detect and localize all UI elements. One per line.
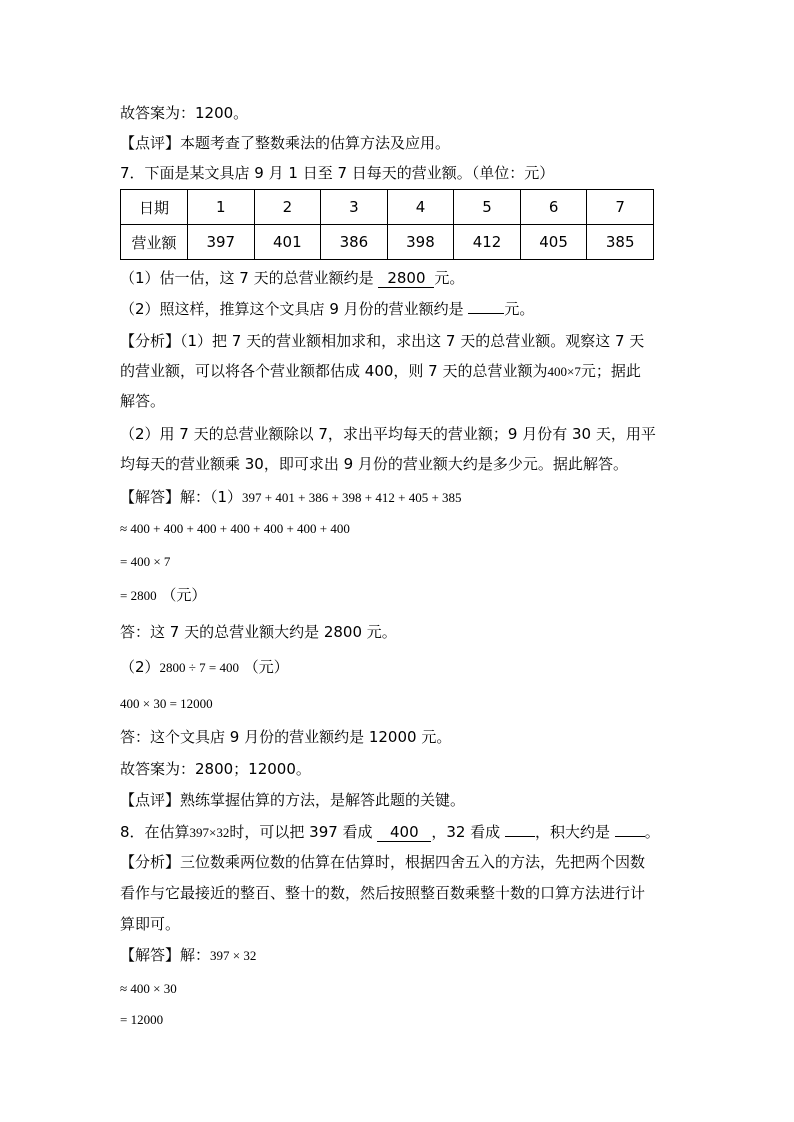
table-cell-sales: 405 — [520, 225, 587, 260]
solution-step-approx: ≈ 400 + 400 + 400 + 400 + 400 + 400 + 400 — [120, 521, 350, 536]
analysis-text-end: 元；据此 — [580, 362, 641, 380]
part-2-text: （2）照这样，推算这个文具店 9 月份的营业额约是 — [120, 300, 469, 318]
q8-text-mid2: ，32 看成 — [431, 823, 505, 841]
q8-step-result: = 12000 — [120, 1012, 164, 1027]
previous-comment: 【点评】本题考查了整数乘法的估算方法及应用。 — [120, 134, 451, 152]
q8-answer-blank-2 — [505, 821, 535, 837]
previous-answer: 故答案为：1200。 — [120, 104, 249, 122]
question-7-title: 7．下面是某文具店 9 月 1 日至 7 日每天的营业额。（单位：元） — [120, 164, 555, 182]
solution-line — [120, 487, 462, 508]
q8-solution-formula: 397 × 32 — [210, 948, 257, 963]
part-1-answer-blank: 2800 — [378, 270, 434, 288]
question-7-part-2 — [120, 298, 534, 319]
part-2-formula: 2800 ÷ 7 = 400 — [159, 660, 240, 675]
question-7-part-1 — [120, 268, 464, 288]
table-row-sales — [121, 225, 654, 260]
analysis-line-4: （2）用 7 天的总营业额除以 7，求出平均每天的营业额；9 月份有 30 天，用平 — [120, 425, 656, 443]
part-2-unit: 元。 — [504, 300, 535, 318]
analysis-line-3: 解答。 — [120, 392, 166, 410]
q8-answer-blank-1: 400 — [377, 824, 431, 842]
part-1-text: （1）估一估，这 7 天的总营业额约是 — [120, 269, 379, 287]
result-unit: （元） — [161, 586, 207, 604]
q8-analysis-line-3: 算即可。 — [120, 915, 181, 933]
solution-step-product: = 400 × 7 — [120, 554, 171, 569]
q8-analysis-line-1: 【分析】三位数乘两位数的估算在估算时，根据四舍五入的方法，先把两个因数 — [120, 853, 646, 871]
table-header-date: 日期 — [121, 190, 188, 225]
q8-text-mid1: 时，可以把 397 看成 — [229, 823, 378, 841]
solution-step-month: 400 × 30 = 12000 — [120, 696, 213, 711]
analysis-formula: 400×7 — [547, 364, 581, 379]
table-row-dates — [121, 190, 654, 225]
analysis-line-2 — [120, 361, 641, 382]
table-cell-day: 5 — [454, 190, 521, 225]
table-cell-day: 4 — [387, 190, 454, 225]
solution-part-2 — [120, 657, 289, 678]
table-header-sales: 营业额 — [121, 225, 188, 260]
sales-table — [120, 189, 654, 260]
table-cell-day: 3 — [321, 190, 388, 225]
table-cell-sales: 398 — [387, 225, 454, 260]
part-2-result-unit: （元） — [243, 658, 289, 676]
q8-text-start: 8．在估算 — [120, 823, 190, 841]
q8-answer-blank-3 — [615, 821, 645, 837]
table-cell-sales: 401 — [254, 225, 321, 260]
table-cell-sales: 412 — [454, 225, 521, 260]
part-2-label: （2） — [120, 658, 160, 676]
analysis-line-1: 【分析】（1）把 7 天的营业额相加求和，求出这 7 天的总营业额。观察这 7 天 — [120, 332, 645, 350]
part-2-answer-blank — [468, 298, 504, 314]
table-cell-day: 1 — [188, 190, 255, 225]
table-cell-day: 6 — [520, 190, 587, 225]
analysis-text: 的营业额，可以将各个营业额都估成 400，则 7 天的总营业额为 — [120, 362, 548, 380]
answer-summary-7: 故答案为：2800；12000。 — [120, 760, 311, 778]
table-cell-sales: 397 — [188, 225, 255, 260]
q8-text-end: 。 — [644, 823, 660, 841]
analysis-line-5: 均每天的营业额乘 30，即可求出 9 月份的营业额大约是多少元。据此解答。 — [120, 455, 628, 473]
table-cell-day: 2 — [254, 190, 321, 225]
table-cell-sales: 385 — [587, 225, 654, 260]
table-cell-sales: 386 — [321, 225, 388, 260]
answer-part-2: 答：这个文具店 9 月份的营业额约是 12000 元。 — [120, 728, 452, 746]
q8-solution-label: 【解答】解： — [120, 946, 211, 964]
part-1-unit: 元。 — [434, 269, 465, 287]
q8-analysis-line-2: 看作与它最接近的整百、整十的数，然后按照整百数乘整十数的口算方法进行计 — [120, 884, 646, 902]
question-8-title — [120, 821, 660, 843]
solution-sum-formula: 397 + 401 + 386 + 398 + 412 + 405 + 385 — [242, 490, 462, 505]
solution-step-result — [120, 585, 206, 606]
q8-formula: 397×32 — [189, 825, 230, 840]
answer-part-1: 答：这 7 天的总营业额大约是 2800 元。 — [120, 623, 397, 641]
table-cell-day: 7 — [587, 190, 654, 225]
comment-7: 【点评】熟练掌握估算的方法，是解答此题的关键。 — [120, 791, 466, 809]
q8-step-approx: ≈ 400 × 30 — [120, 981, 177, 996]
q8-solution-line — [120, 945, 256, 966]
q8-text-mid3: ，积大约是 — [534, 823, 615, 841]
result-value: = 2800 — [120, 588, 157, 603]
solution-label: 【解答】解：（1） — [120, 488, 243, 506]
